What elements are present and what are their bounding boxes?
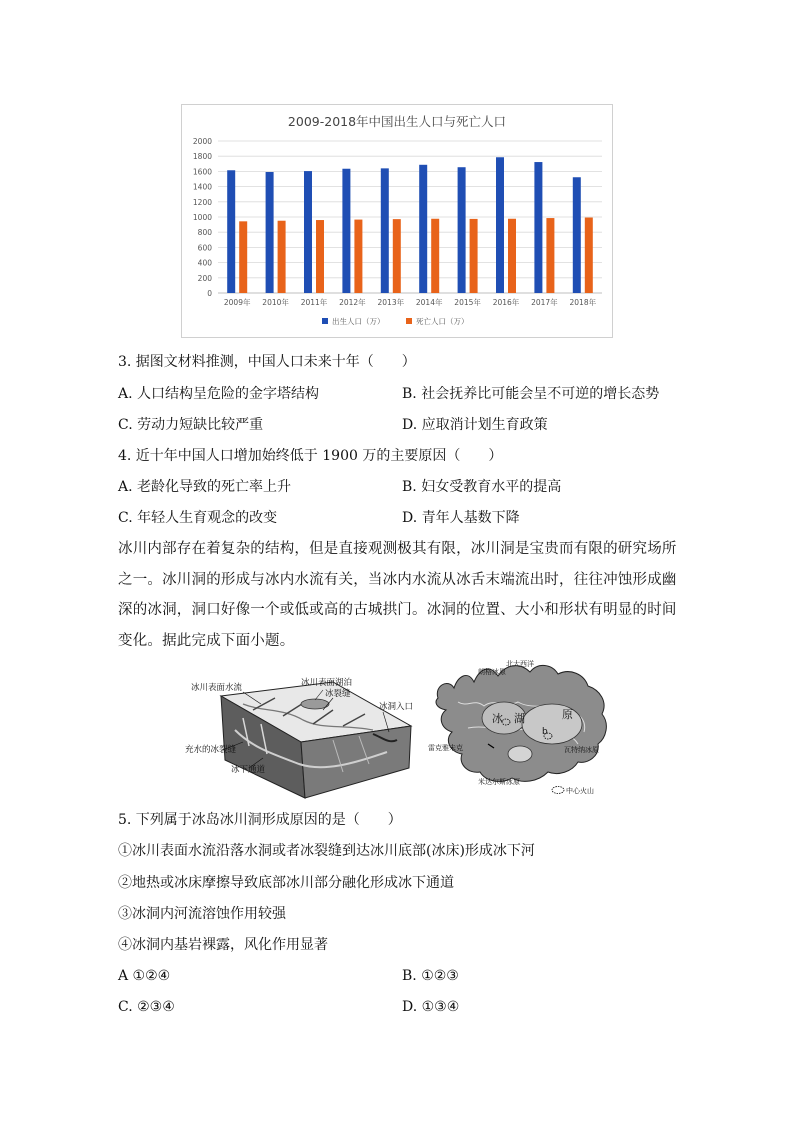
x-tick-label: 2016年 bbox=[492, 298, 520, 307]
y-tick-label: 0 bbox=[207, 289, 212, 298]
x-tick-label: 2017年 bbox=[531, 298, 558, 307]
q5-statement-1: ①冰川表面水流沿落水洞或者冰裂缝到达冰川底部(冰床)形成冰下河 bbox=[118, 843, 535, 859]
bar-births bbox=[266, 172, 274, 293]
label-cave-entrance: 冰洞入口 bbox=[379, 702, 414, 712]
label-surface-lake: 冰川表面湖泊 bbox=[301, 678, 353, 688]
iceland-map bbox=[428, 658, 614, 800]
q5-statement-3: ③冰洞内河流溶蚀作用较强 bbox=[118, 906, 286, 922]
label-subglacial: 冰下通道 bbox=[231, 765, 266, 775]
map-label-reykjavik: 雷克雅未克 bbox=[428, 744, 463, 752]
y-tick-label: 1000 bbox=[192, 213, 212, 222]
map-label-top: 北大西洋 bbox=[506, 660, 534, 668]
bar-births bbox=[458, 167, 466, 293]
bar-births bbox=[573, 177, 581, 293]
bar-deaths bbox=[508, 219, 516, 293]
q3-option-b[interactable]: B. 社会抚养比可能会呈不可逆的增长态势 bbox=[402, 386, 660, 402]
bar-births bbox=[419, 165, 427, 293]
q5-statement-4: ④冰洞内基岩裸露，风化作用显著 bbox=[118, 937, 328, 953]
legend-label: 出生人口（万） bbox=[332, 317, 385, 326]
q5-option-b[interactable]: B. ①②③ bbox=[402, 968, 459, 984]
map-label-lake: 湖 bbox=[514, 712, 525, 725]
q5-option-c[interactable]: C. ②③④ bbox=[118, 999, 175, 1015]
y-tick-label: 600 bbox=[197, 243, 212, 253]
q5-statement-2: ②地热或冰床摩擦导致底部冰川部分融化形成冰下通道 bbox=[118, 875, 454, 891]
label-water-crevasse: 充水的冰裂缝 bbox=[185, 745, 237, 755]
x-tick-label: 2014年 bbox=[415, 298, 443, 307]
y-tick-label: 1800 bbox=[192, 152, 212, 162]
legend-label: 死亡人口（万） bbox=[416, 317, 469, 326]
chart-title: 2009-2018年中国出生人口与死亡人口 bbox=[287, 114, 507, 129]
bar-deaths bbox=[354, 220, 362, 293]
map-label-south: 米达尔斯冰原 bbox=[478, 778, 520, 786]
population-chart bbox=[181, 104, 613, 338]
label-surface-flow: 冰川表面水流 bbox=[191, 683, 243, 693]
map-label-east: 瓦特纳冰原 bbox=[564, 746, 599, 754]
bar-deaths bbox=[316, 220, 324, 293]
q5-option-a[interactable]: A ①②④ bbox=[118, 968, 171, 984]
legend-swatch bbox=[322, 318, 328, 324]
x-tick-label: 2009年 bbox=[223, 298, 251, 307]
q4-option-a[interactable]: A. 老龄化导致的死亡率上升 bbox=[118, 479, 292, 495]
q5-option-d[interactable]: D. ①③④ bbox=[402, 999, 460, 1015]
x-tick-label: 2010年 bbox=[262, 298, 289, 307]
bar-deaths bbox=[431, 219, 439, 293]
bar-deaths bbox=[470, 219, 478, 293]
legend-volcano-icon bbox=[552, 787, 564, 794]
bar-births bbox=[534, 162, 542, 293]
y-tick-label: 1600 bbox=[192, 167, 212, 177]
bar-deaths bbox=[585, 218, 593, 293]
bar-births bbox=[304, 171, 312, 293]
q3-option-c[interactable]: C. 劳动力短缺比较严重 bbox=[118, 417, 264, 433]
q4-stem: 4. 近十年中国人口增加始终低于 1900 万的主要原因（ ） bbox=[118, 448, 503, 464]
q4-option-d[interactable]: D. 青年人基数下降 bbox=[402, 510, 520, 526]
legend-swatch bbox=[406, 318, 412, 324]
q3-option-d[interactable]: D. 应取消计划生育政策 bbox=[402, 417, 548, 433]
bar-births bbox=[496, 157, 504, 293]
y-tick-label: 1400 bbox=[192, 182, 212, 192]
glacier-block-diagram bbox=[183, 668, 415, 800]
q5-stem: 5. 下列属于冰岛冰川洞形成原因的是（ ） bbox=[118, 812, 402, 828]
chart-svg bbox=[182, 105, 612, 337]
x-tick-label: 2018年 bbox=[569, 298, 597, 307]
map-label-north-glacier: 朗格冰原 bbox=[478, 668, 506, 676]
passage: 冰川内部存在着复杂的结构，但是直接观测极其有限，冰川洞是宝贵而有限的研究场所之一。冰川洞的形成与冰内水流有关，当冰内水流从冰舌末端流出时，往往冲蚀形成幽深的冰洞，洞口好像一个或低或高的古城拱门。冰洞的位置、大小和形状有明显的时间变化。据此完成下面小题。 bbox=[118, 541, 677, 649]
bar-deaths bbox=[393, 219, 401, 293]
map-label-b: b bbox=[542, 727, 548, 737]
y-tick-label: 800 bbox=[197, 228, 212, 238]
q3-stem: 3. 据图文材料推测，中国人口未来十年（ ） bbox=[118, 354, 416, 370]
y-tick-label: 2000 bbox=[192, 137, 212, 146]
y-tick-label: 1200 bbox=[192, 197, 212, 207]
map-label-ice1: 冰 bbox=[492, 712, 503, 725]
y-tick-label: 200 bbox=[197, 273, 212, 283]
q4-option-c[interactable]: C. 年轻人生育观念的改变 bbox=[118, 510, 278, 526]
q3-option-a[interactable]: A. 人口结构呈危险的金字塔结构 bbox=[118, 386, 320, 402]
label-crevasse: 冰裂缝 bbox=[325, 689, 351, 699]
y-tick-label: 400 bbox=[197, 258, 212, 268]
bar-deaths bbox=[239, 221, 247, 293]
x-tick-label: 2012年 bbox=[339, 298, 366, 307]
iceland-map-svg bbox=[428, 658, 614, 800]
glacier-block-svg bbox=[183, 668, 415, 800]
map-label-ice2: 原 bbox=[562, 708, 573, 721]
bar-births bbox=[342, 169, 350, 293]
x-tick-label: 2013年 bbox=[377, 298, 405, 307]
bar-deaths bbox=[278, 221, 286, 293]
map-legend-label: 中心火山 bbox=[566, 787, 594, 795]
x-tick-label: 2015年 bbox=[454, 298, 481, 307]
bar-deaths bbox=[546, 218, 554, 293]
x-tick-label: 2011年 bbox=[300, 298, 328, 307]
q4-option-b[interactable]: B. 妇女受教育水平的提高 bbox=[402, 479, 562, 495]
bar-births bbox=[381, 168, 389, 293]
bar-births bbox=[227, 170, 235, 293]
